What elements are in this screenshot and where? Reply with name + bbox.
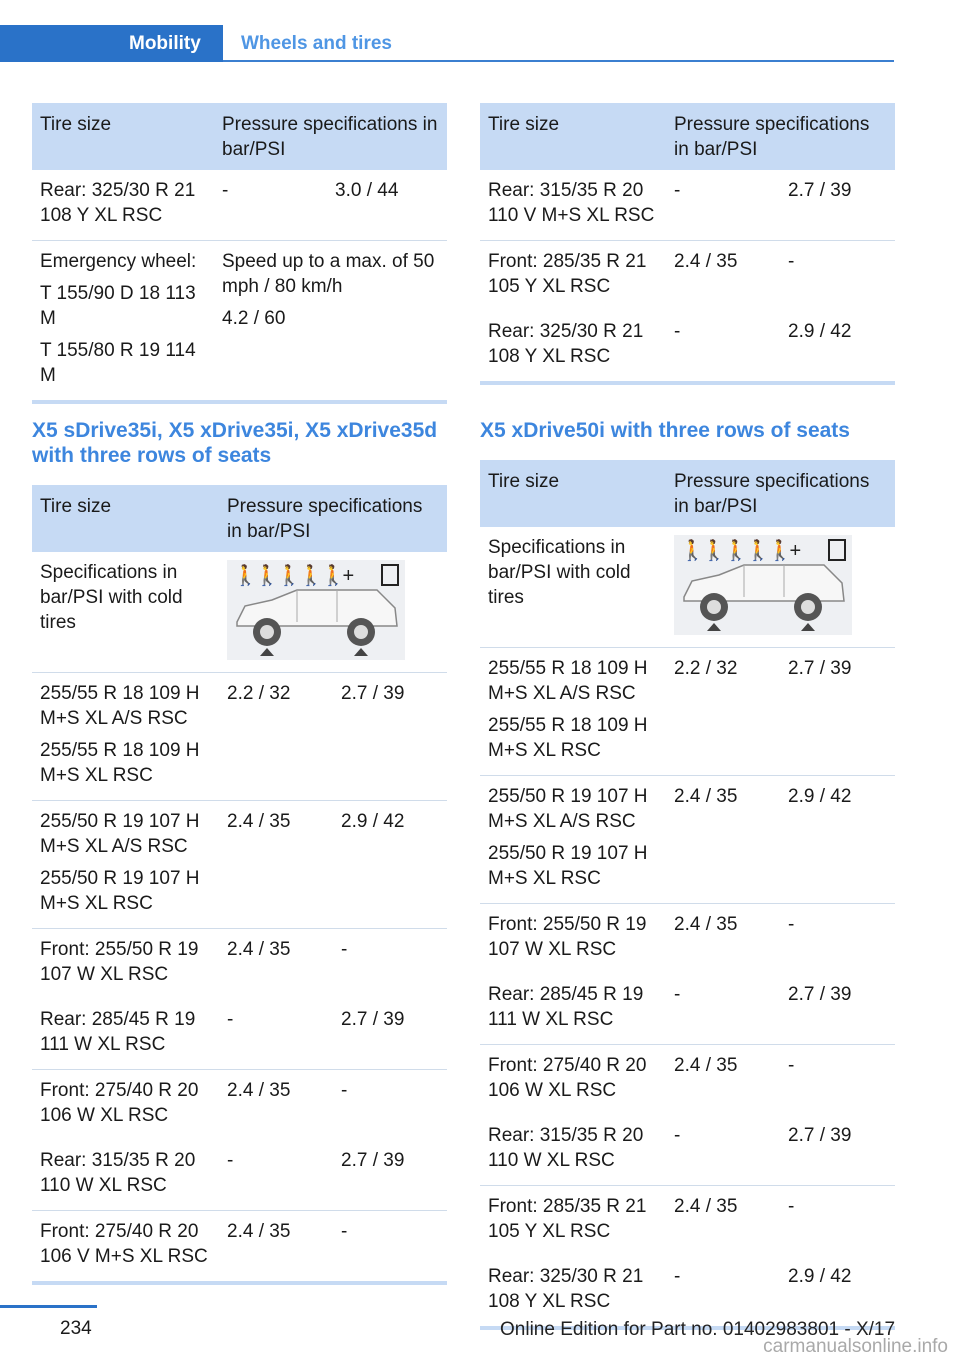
- car-side-icon: [674, 535, 852, 635]
- tire-size: [32, 673, 219, 801]
- table-row: [480, 1256, 895, 1328]
- left-top-table: [32, 103, 447, 404]
- tire-size: [480, 776, 666, 904]
- pressure-front: 2.4 / 35: [219, 801, 333, 929]
- tire-size: Front: 275/40 R 20 106 V M+S XL RSC: [32, 1211, 219, 1284]
- tire-size: Front: 255/50 R 19 107 W XL RSC: [488, 914, 647, 960]
- table-row: [480, 241, 895, 312]
- pressure-rear: -: [333, 1211, 447, 1284]
- occupancy-icon: 🚶🚶🚶🚶🚶+: [680, 540, 799, 562]
- watermark: carmanualsonline.info: [763, 1336, 948, 1357]
- col-header-tire-size: Tire size: [480, 460, 666, 527]
- table-row: [32, 999, 447, 1070]
- tab-mobility[interactable]: Mobility: [0, 25, 223, 62]
- table-row: [480, 311, 895, 383]
- tire-size-line: 255/55 R 18 109 H M+S XL RSC: [40, 740, 200, 786]
- pressure-rear: 2.9 / 42: [780, 776, 895, 904]
- pressure-front: -: [666, 170, 780, 241]
- pressure-rear: -: [341, 939, 348, 960]
- spec-note: Specifications in bar/PSI with cold tires: [32, 552, 219, 673]
- tire-size: Front: 255/50 R 19 107 W XL RSC: [40, 939, 199, 985]
- pressure-front: 2.2 / 32: [666, 648, 780, 776]
- pressure-rear: 2.7 / 39: [333, 673, 447, 801]
- pressure-front: -: [219, 999, 333, 1070]
- header-tabs: [0, 25, 894, 62]
- pressure-front: 2.2 / 32: [219, 673, 333, 801]
- tire-size: Rear: 285/45 R 19 111 W XL RSC: [32, 999, 219, 1070]
- col-header-pressure: Pressure specifications in bar/PSI: [666, 460, 895, 527]
- tab-wheels-and-tires[interactable]: Wheels and tires: [241, 33, 392, 54]
- table-row: [480, 1115, 895, 1186]
- col-header-pressure: Pressure specifications in bar/PSI: [214, 103, 447, 170]
- left-section-table: [32, 485, 447, 1285]
- pressure-front: -: [219, 1140, 333, 1211]
- tire-size: [480, 648, 666, 776]
- pressure-front: -: [214, 170, 327, 241]
- load-illustration: [666, 527, 895, 648]
- right-section-table: [480, 460, 895, 1330]
- pressure-rear: 2.7 / 39: [780, 974, 895, 1045]
- tire-size: Front: 275/40 R 20 106 W XL RSC: [488, 1055, 647, 1101]
- pressure-front: 2.4 / 35: [674, 914, 738, 935]
- pressure-rear: -: [788, 251, 795, 272]
- tire-size-line: 255/50 R 19 107 H M+S XL A/S RSC: [40, 811, 200, 857]
- tire-size-line: 255/50 R 19 107 H M+S XL RSC: [40, 868, 200, 914]
- pressure-front: 2.4 / 35: [674, 251, 738, 272]
- table-row: [32, 1211, 447, 1284]
- car-load-illustration: [674, 535, 852, 635]
- tire-size-line: T 155/80 R 19 114 M: [40, 340, 196, 386]
- tire-size: Rear: 285/45 R 19 111 W XL RSC: [480, 974, 666, 1045]
- tire-size: Front: 285/35 R 21 105 Y XL RSC: [488, 251, 647, 297]
- pressure-front: 2.4 / 35: [219, 1211, 333, 1284]
- table-row: [32, 1140, 447, 1211]
- pressure-front: 2.4 / 35: [674, 1196, 738, 1217]
- table-row: [32, 929, 447, 1000]
- table-row: [32, 552, 447, 673]
- section-title: X5 xDrive50i with three rows of seats: [480, 419, 850, 442]
- pressure-rear: -: [788, 1196, 795, 1217]
- pressure-rear: -: [341, 1080, 348, 1101]
- table-row: [32, 1070, 447, 1141]
- tire-size-line: T 155/90 D 18 113 M: [40, 283, 196, 329]
- tire-size: Rear: 325/30 R 21 108 Y XL RSC: [480, 1256, 666, 1328]
- pressure-front: -: [666, 311, 780, 383]
- pressure-front: -: [666, 974, 780, 1045]
- tire-size: [32, 241, 214, 403]
- tire-size: Rear: 315/35 R 20 110 W XL RSC: [480, 1115, 666, 1186]
- col-header-tire-size: Tire size: [32, 485, 219, 552]
- pressure-rear: 3.0 / 44: [327, 170, 447, 241]
- car-side-icon: [227, 560, 405, 660]
- pressure-front: -: [666, 1115, 780, 1186]
- pressure-rear: -: [788, 1055, 795, 1076]
- emergency-pressure: [214, 241, 447, 403]
- tire-size: Front: 275/40 R 20 106 W XL RSC: [40, 1080, 199, 1126]
- col-header-pressure: Pressure specifications in bar/PSI: [666, 103, 895, 170]
- table-row: [32, 241, 447, 403]
- tire-size: [32, 801, 219, 929]
- spec-note: Specifications in bar/PSI with cold tires: [480, 527, 666, 648]
- pressure-rear: 2.9 / 42: [780, 1256, 895, 1328]
- table-row: [480, 527, 895, 648]
- edition-note: Online Edition for Part no. 01402983801 - X/17: [500, 1319, 896, 1340]
- tire-size-line: 255/50 R 19 107 H M+S XL RSC: [488, 843, 648, 889]
- pressure-rear: 2.7 / 39: [333, 1140, 447, 1211]
- table-row: [32, 170, 447, 241]
- occupancy-icon: 🚶🚶🚶🚶🚶+: [233, 565, 352, 587]
- pressure-rear: 2.9 / 42: [333, 801, 447, 929]
- pressure-rear: 2.7 / 39: [780, 170, 895, 241]
- table-row: [480, 1045, 895, 1116]
- pressure-rear: 2.7 / 39: [780, 1115, 895, 1186]
- pressure-rear: 2.9 / 42: [780, 311, 895, 383]
- tire-size: Rear: 315/35 R 20 110 V M+S XL RSC: [480, 170, 666, 241]
- table-row: [480, 776, 895, 904]
- col-header-pressure: Pressure specifications in bar/PSI: [219, 485, 447, 552]
- col-header-tire-size: Tire size: [480, 103, 666, 170]
- section-title: X5 sDrive35i, X5 xDrive35i, X5 xDrive35d with three rows of seats: [32, 419, 438, 467]
- pressure-front: 2.4 / 35: [227, 1080, 291, 1101]
- right-top-table: [480, 103, 895, 385]
- emergency-wheel-label: Emergency wheel:: [40, 251, 197, 272]
- tire-size-line: 255/50 R 19 107 H M+S XL A/S RSC: [488, 786, 648, 832]
- pressure-front: 2.4 / 35: [674, 1055, 738, 1076]
- col-header-tire-size: Tire size: [32, 103, 214, 170]
- tire-size-line: 255/55 R 18 109 H M+S XL A/S RSC: [488, 658, 648, 704]
- pressure-front: 2.4 / 35: [666, 776, 780, 904]
- table-row: [480, 648, 895, 776]
- tire-size-line: 255/55 R 18 109 H M+S XL RSC: [488, 715, 648, 761]
- table-row: [32, 673, 447, 801]
- pressure-rear: -: [788, 914, 795, 935]
- load-illustration: [219, 552, 447, 673]
- pressure-front: -: [666, 1256, 780, 1328]
- speed-limit-text: Speed up to a max. of 50 mph / 80 km/h: [222, 251, 435, 297]
- car-load-illustration: [227, 560, 405, 660]
- tire-size: Rear: 325/30 R 21 108 Y XL RSC: [480, 311, 666, 383]
- pressure-value: 4.2 / 60: [222, 308, 286, 329]
- table-row: [480, 1186, 895, 1257]
- table-row: [480, 974, 895, 1045]
- table-row: [480, 904, 895, 975]
- pressure-rear: 2.7 / 39: [333, 999, 447, 1070]
- table-row: [32, 801, 447, 929]
- tire-size: Rear: 325/30 R 21 108 Y XL RSC: [32, 170, 214, 241]
- tire-size: Rear: 315/35 R 20 110 W XL RSC: [32, 1140, 219, 1211]
- tire-size-line: 255/55 R 18 109 H M+S XL A/S RSC: [40, 683, 200, 729]
- pressure-front: 2.4 / 35: [227, 939, 291, 960]
- table-row: [480, 170, 895, 241]
- tire-size: Front: 285/35 R 21 105 Y XL RSC: [488, 1196, 647, 1242]
- pressure-rear: 2.7 / 39: [780, 648, 895, 776]
- footer-rule: [0, 1305, 97, 1308]
- page-number: 234: [60, 1318, 92, 1339]
